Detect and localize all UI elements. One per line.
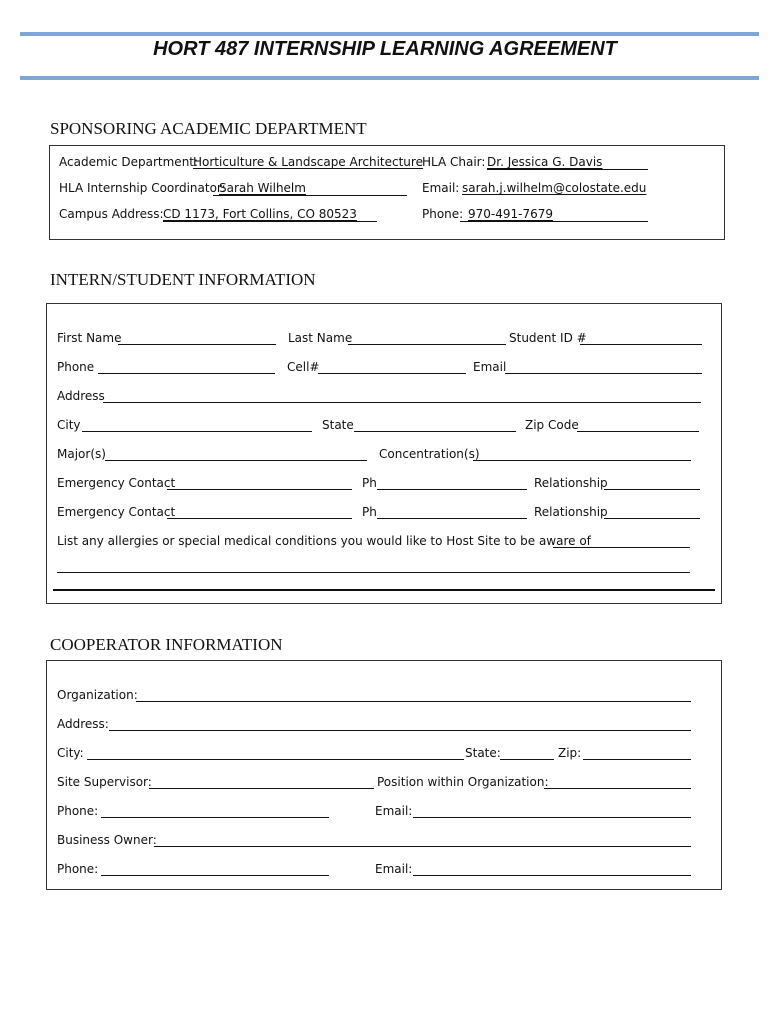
chair-label: HLA Chair: xyxy=(422,155,486,169)
allergies-field[interactable] xyxy=(553,547,690,548)
coop-city-label: City: xyxy=(57,746,84,760)
coop-zip-field[interactable] xyxy=(583,759,691,760)
coop-phone-2-label: Phone: xyxy=(57,862,99,876)
student-id-label: Student ID # xyxy=(509,331,587,345)
concentration-field[interactable] xyxy=(473,460,691,461)
emergency-ph-2-label: Ph xyxy=(362,505,377,519)
coop-zip-label: Zip: xyxy=(558,746,582,760)
last-name-label: Last Name xyxy=(288,331,353,345)
site-supervisor-label: Site Supervisor: xyxy=(57,775,152,789)
emergency-contact-1-field[interactable] xyxy=(167,489,352,490)
zip-field[interactable] xyxy=(577,431,699,432)
position-field[interactable] xyxy=(544,788,691,789)
email-value: sarah.j.wilhelm@colostate.edu xyxy=(462,181,647,195)
emergency-contact-2-label: Emergency Contact xyxy=(57,505,176,519)
campus-address-line xyxy=(163,221,377,222)
dept-label: Academic Department: xyxy=(59,155,199,169)
top-rule xyxy=(20,32,759,36)
organization-field[interactable] xyxy=(136,701,691,702)
site-supervisor-field[interactable] xyxy=(149,788,374,789)
coord-value: Sarah Wilhelm xyxy=(219,181,306,195)
coop-phone-2-field[interactable] xyxy=(101,875,329,876)
state-label: State xyxy=(322,418,354,432)
email-label: Email xyxy=(473,360,507,374)
sponsor-box xyxy=(49,145,725,240)
phone-value: 970-491-7679 xyxy=(468,207,554,221)
email-field[interactable] xyxy=(505,373,702,374)
allergies-label: List any allergies or special medical conditions you would like to Host Site to be aware of xyxy=(57,534,591,548)
coop-email-2-field[interactable] xyxy=(413,875,691,876)
emergency-contact-1-label: Emergency Contact xyxy=(57,476,176,490)
chair-value: Dr. Jessica G. Davis xyxy=(487,155,603,169)
coop-email-2-label: Email: xyxy=(375,862,413,876)
cooperator-heading: COOPERATOR INFORMATION xyxy=(50,635,283,654)
state-field[interactable] xyxy=(354,431,516,432)
concentration-label: Concentration(s) xyxy=(379,447,480,461)
intern-box-bottom-rule xyxy=(53,589,715,591)
first-name-field[interactable] xyxy=(118,344,276,345)
relationship-1-label: Relationship xyxy=(534,476,608,490)
document-title: HORT 487 INTERNSHIP LEARNING AGREEMENT xyxy=(153,38,617,60)
phone-line xyxy=(460,221,648,222)
relationship-2-label: Relationship xyxy=(534,505,608,519)
emergency-ph-1-label: Ph xyxy=(362,476,377,490)
address-field[interactable] xyxy=(103,402,701,403)
student-id-field[interactable] xyxy=(580,344,702,345)
business-owner-label: Business Owner: xyxy=(57,833,157,847)
coord-line xyxy=(213,195,407,196)
cooperator-box xyxy=(46,660,722,890)
coop-city-field[interactable] xyxy=(87,759,464,760)
coop-state-label: State: xyxy=(465,746,501,760)
coord-label: HLA Internship Coordinator: xyxy=(59,181,226,195)
business-owner-field[interactable] xyxy=(154,846,691,847)
first-name-label: First Name xyxy=(57,331,122,345)
coop-address-label: Address: xyxy=(57,717,109,731)
chair-line xyxy=(487,169,648,170)
address-label: Address xyxy=(57,389,105,403)
title-bottom-rule xyxy=(20,76,759,80)
cell-label: Cell# xyxy=(287,360,320,374)
coop-email-1-label: Email: xyxy=(375,804,413,818)
coop-state-field[interactable] xyxy=(500,759,554,760)
phone-label: Phone: xyxy=(422,207,464,221)
coop-phone-1-label: Phone: xyxy=(57,804,99,818)
relationship-2-field[interactable] xyxy=(604,518,700,519)
last-name-field[interactable] xyxy=(348,344,506,345)
coop-phone-1-field[interactable] xyxy=(101,817,329,818)
emergency-ph-2-field[interactable] xyxy=(377,518,527,519)
emergency-contact-2-field[interactable] xyxy=(167,518,352,519)
coop-address-field[interactable] xyxy=(109,730,691,731)
phone-field[interactable] xyxy=(98,373,275,374)
campus-address-value: CD 1173, Fort Collins, CO 80523 xyxy=(163,207,357,221)
zip-label: Zip Code xyxy=(525,418,579,432)
major-field[interactable] xyxy=(105,460,367,461)
city-label: City xyxy=(57,418,81,432)
allergies-line-2[interactable] xyxy=(57,572,690,573)
intern-heading: INTERN/STUDENT INFORMATION xyxy=(50,270,316,289)
sponsor-heading: SPONSORING ACADEMIC DEPARTMENT xyxy=(50,119,367,138)
dept-value: Horticulture & Landscape Architecture xyxy=(193,155,423,169)
cell-field[interactable] xyxy=(318,373,466,374)
intern-box xyxy=(46,303,722,604)
phone-label: Phone xyxy=(57,360,95,374)
campus-address-label: Campus Address: xyxy=(59,207,164,221)
email-label: Email: xyxy=(422,181,460,195)
city-field[interactable] xyxy=(82,431,312,432)
relationship-1-field[interactable] xyxy=(604,489,700,490)
position-label: Position within Organization: xyxy=(377,775,549,789)
major-label: Major(s) xyxy=(57,447,106,461)
emergency-ph-1-field[interactable] xyxy=(377,489,527,490)
coop-email-1-field[interactable] xyxy=(413,817,691,818)
organization-label: Organization: xyxy=(57,688,138,702)
